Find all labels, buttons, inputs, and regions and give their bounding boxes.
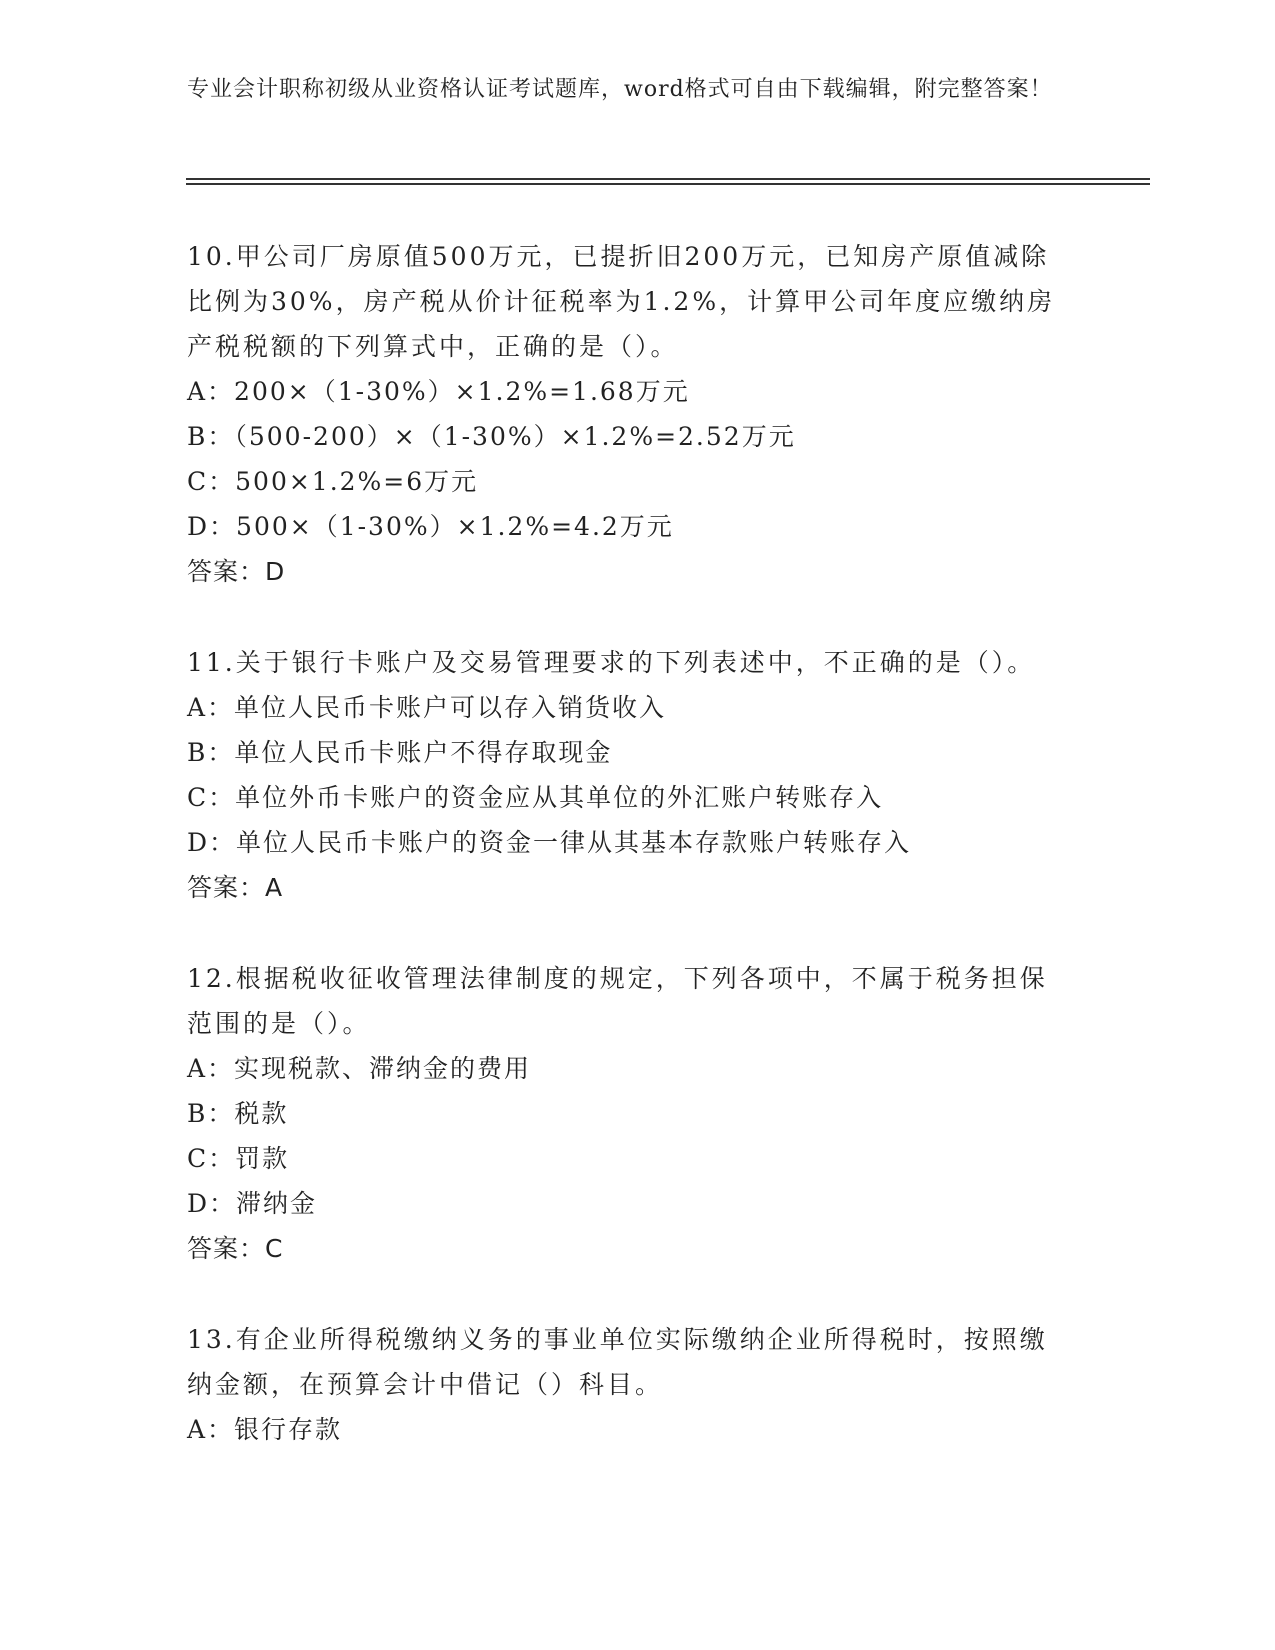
question-stem: 10.甲公司厂房原值500万元，已提折旧200万元，已知房产原值减除比例为30%，房产税从价计征税率为1.2%，计算甲公司年度应缴纳房产税税额的下列算式中，正确的是（）。 (187, 242, 1056, 361)
question-11 (187, 640, 1067, 910)
document-header-intro: 专业会计职称初级从业资格认证考试题库，word格式可自由下载编辑，附完整答案！ (187, 77, 1053, 102)
option-b: B：（500-200）×（1-30%）×1.2%=2.52万元 (187, 422, 796, 451)
option-a: A：实现税款、滞纳金的费用 (187, 1054, 532, 1083)
question-stem: 11.关于银行卡账户及交易管理要求的下列表述中，不正确的是（）。 (187, 648, 1036, 677)
question-answer: 答案：C (187, 1234, 284, 1263)
option-d: D：单位人民币卡账户的资金一律从其基本存款账户转账存入 (187, 828, 912, 857)
option-d: D：500×（1-30%）×1.2%=4.2万元 (187, 512, 674, 541)
question-12 (187, 956, 1067, 1271)
option-a: A：单位人民币卡账户可以存入销货收入 (187, 693, 667, 722)
option-b: B：税款 (187, 1099, 289, 1128)
header-divider-top (186, 178, 1150, 180)
question-answer: 答案：A (187, 873, 284, 902)
question-list (187, 234, 1067, 1498)
question-stem: 13.有企业所得税缴纳义务的事业单位实际缴纳企业所得税时，按照缴纳金额，在预算会计中借记（）科目。 (187, 1325, 1048, 1399)
option-d: D：滞纳金 (187, 1189, 318, 1218)
header-divider-bottom (186, 183, 1150, 185)
option-c: C：单位外币卡账户的资金应从其单位的外汇账户转账存入 (187, 783, 884, 812)
option-a: A：200×（1-30%）×1.2%=1.68万元 (187, 377, 690, 406)
question-10 (187, 234, 1067, 594)
question-answer: 答案：D (187, 557, 286, 586)
option-a: A：银行存款 (187, 1415, 343, 1444)
option-c: C：500×1.2%=6万元 (187, 467, 479, 496)
option-b: B：单位人民币卡账户不得存取现金 (187, 738, 613, 767)
question-13 (187, 1317, 1067, 1452)
question-stem: 12.根据税收征收管理法律制度的规定，下列各项中，不属于税务担保范围的是（）。 (187, 964, 1048, 1038)
option-c: C：罚款 (187, 1144, 290, 1173)
